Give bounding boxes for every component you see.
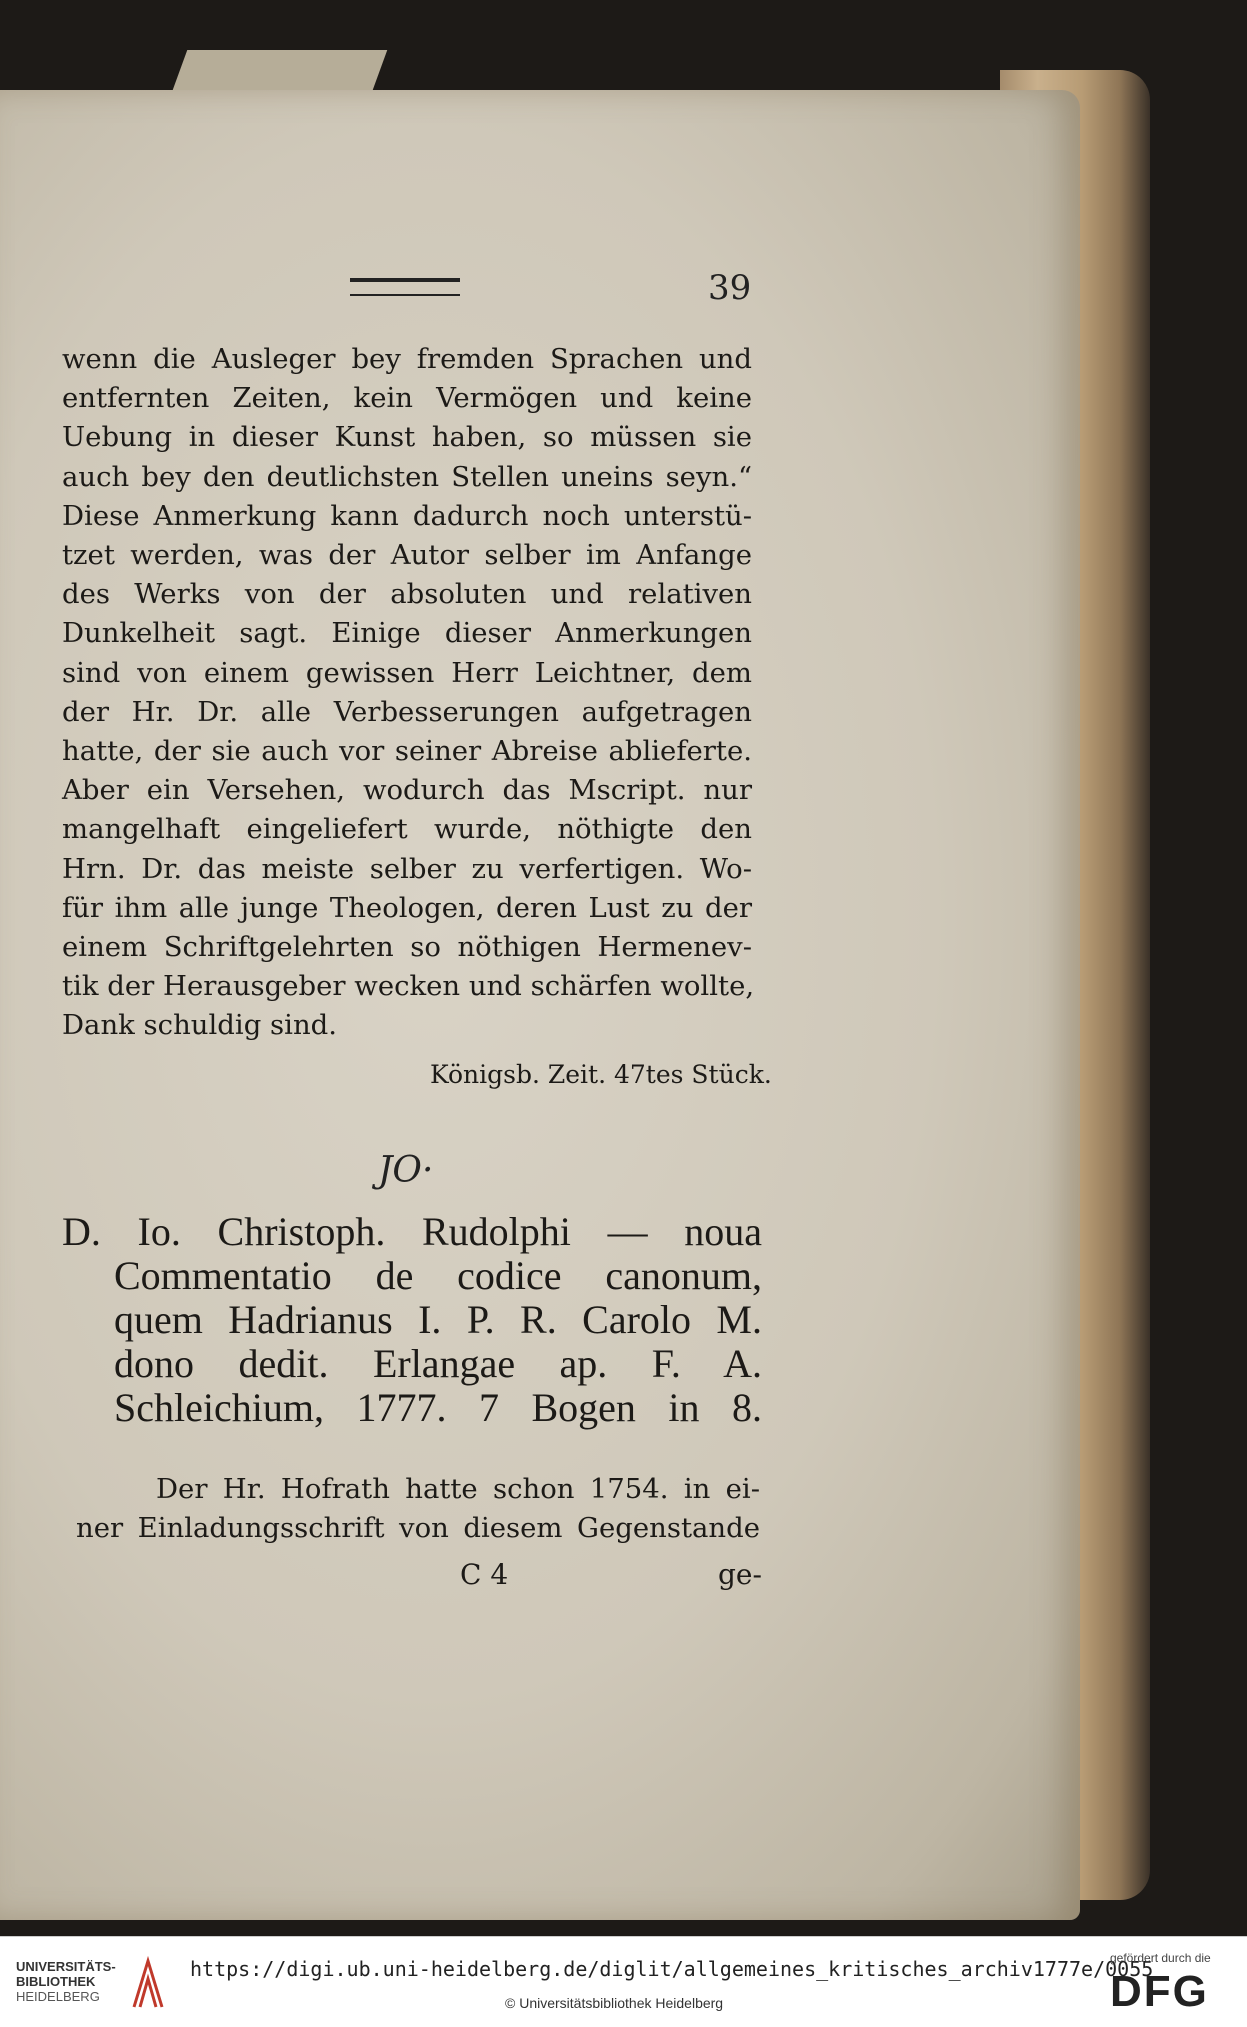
text-line: Uebung in dieser Kunst haben, so müssen sie (62, 421, 752, 454)
logo-text-line: BIBLIOTHEK (16, 1974, 96, 1989)
viewer-footer (0, 1936, 1247, 2027)
text-line: wenn die Ausleger bey fremden Sprachen und (62, 343, 752, 375)
text-line: der Hr. Dr. alle Verbesserungen aufgetragen (62, 695, 752, 728)
text-line: Diese Anmerkung kann dadurch noch unterstü- (62, 499, 752, 532)
logo-text-line: HEIDELBERG (16, 1989, 100, 2004)
header-rule (350, 278, 460, 296)
permalink-url[interactable]: https://digi.ub.uni-heidelberg.de/diglit/allgemeines_kritisches_archiv1777e/0055 (190, 1957, 1154, 1981)
printer-signature: C 4 (460, 1558, 509, 1591)
text-line: ner Einladungsschrift von diesem Gegenstande (76, 1512, 760, 1544)
title-line: dono dedit. Erlangae ap. F. A. (114, 1341, 762, 1386)
text-line: Aber ein Versehen, wodurch das Mscript. nur (62, 774, 752, 807)
text-line: Dank schuldig sind. (62, 1009, 337, 1042)
text-line: Dunkelheit sagt. Einige dieser Anmerkungen (62, 617, 752, 650)
logo-text-line: UNIVERSITÄTS- (16, 1959, 116, 1974)
text-line: sind von einem gewissen Herr Leichtner, dem (62, 656, 752, 689)
text-line: entfernten Zeiten, kein Vermögen und keine (62, 382, 752, 415)
text-line: mangelhaft eingeliefert wurde, nöthigte den (62, 813, 752, 846)
paragraph-1 (62, 340, 755, 1046)
copyright-notice: © Universitätsbibliothek Heidelberg (505, 1995, 724, 2011)
text-line: auch bey den deutlichsten Stellen uneins seyn.“ (62, 460, 752, 493)
title-line: Schleichium, 1777. 7 Bogen in 8. (114, 1385, 762, 1430)
text-line: für ihm alle junge Theologen, deren Lust zu der (62, 891, 752, 924)
text-line: tzet werden, was der Autor selber im Anfange (62, 539, 752, 572)
title-line: D. Io. Christoph. Rudolphi — noua (62, 1209, 762, 1254)
ub-heidelberg-logo[interactable] (16, 1959, 116, 2004)
text-line: Der Hr. Hofrath hatte schon 1754. in ei- (156, 1473, 760, 1505)
section-marker: JO· (378, 1150, 434, 1191)
catchword: ge- (718, 1558, 762, 1591)
title-line: Commentatio de codice canonum, (114, 1253, 762, 1298)
text-line: hatte, der sie auch vor seiner Abreise ablieferte. (62, 735, 752, 768)
title-line: quem Hadrianus I. P. R. Carolo M. (114, 1297, 762, 1342)
page-number: 39 (708, 268, 752, 308)
source-citation: Königsb. Zeit. 47tes Stück. (430, 1060, 772, 1089)
text-line: einem Schriftgelehrten so nöthigen Hermenev- (62, 931, 752, 964)
page-corner-behind (173, 50, 388, 90)
dfg-logo[interactable]: DFG (1110, 1967, 1209, 2016)
ub-logo-mark-icon (128, 1955, 168, 2011)
book-title-entry (62, 1210, 762, 1430)
dfg-caption: gefördert durch die (1110, 1951, 1211, 1965)
text-line: des Werks von der absoluten und relativen (62, 578, 752, 611)
paragraph-2 (76, 1470, 760, 1548)
text-line: Hrn. Dr. das meiste selber zu verfertigen. Wo- (62, 852, 752, 885)
text-line: tik der Herausgeber wecken und schärfen wollte, (62, 970, 755, 1003)
